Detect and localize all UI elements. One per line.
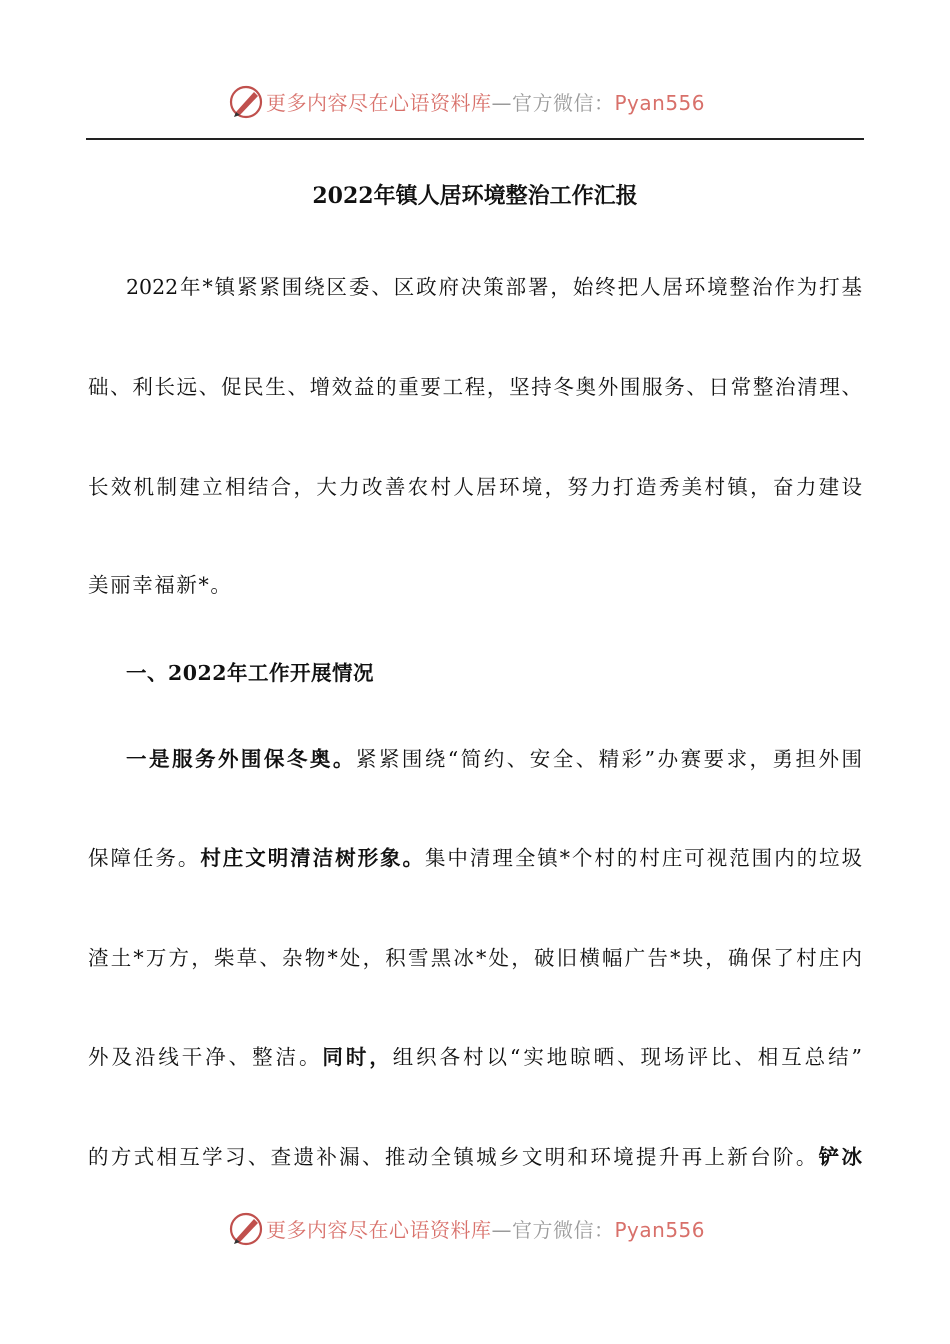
body-bold-2: 村庄文明清洁树形象。 <box>200 846 425 870</box>
body-line-4 <box>88 1042 862 1072</box>
intro-line-4: 美丽幸福新*。 <box>88 573 233 597</box>
intro-line-2: 础、利长远、促民生、增效益的重要工程，坚持冬奥外围服务、日常整治清理、 <box>88 375 862 399</box>
body-bold-1: 一是服务外围保冬奥。 <box>126 747 356 771</box>
body-line-3: 渣土*万方，柴草、杂物*处，积雪黑冰*处，破旧横幅广告*块，确保了村庄内 <box>88 946 862 970</box>
pen-logo-icon <box>228 1211 264 1247</box>
body-bold-4: 同时， <box>322 1045 393 1069</box>
intro-line-3: 长效机制建立相结合，大力改善农村人居环境，努力打造秀美村镇，奋力建设 <box>88 475 862 499</box>
banner-dash-text: —官方微信： <box>491 1218 615 1242</box>
body-bold-5: 铲冰 <box>818 1145 863 1169</box>
banner-dash-text: —官方微信： <box>491 91 615 115</box>
pen-logo-icon <box>228 84 264 120</box>
body-line-1 <box>126 744 862 774</box>
body-text-4a: 外及沿线干净、整洁。 <box>88 1045 323 1069</box>
header-divider <box>86 138 864 140</box>
section-heading: 一、2022年工作开展情况 <box>126 661 375 685</box>
document-title: 2022年镇人居环境整治工作汇报 <box>312 183 638 209</box>
body-text-2a: 保障任务。 <box>88 846 201 870</box>
banner-text <box>266 1217 705 1243</box>
banner-wechat-id: Pyan556 <box>614 1218 706 1242</box>
header-banner <box>0 82 950 126</box>
body-text-1: 紧紧围绕“简约、安全、精彩”办赛要求，勇担外围 <box>355 747 862 771</box>
banner-wechat-id: Pyan556 <box>614 91 706 115</box>
banner-red-text: 更多内容尽在心语资料库 <box>266 91 492 115</box>
body-line-2 <box>88 843 862 873</box>
body-text-5a: 的方式相互学习、查遗补漏、推动全镇城乡文明和环境提升再上新台阶。 <box>88 1145 819 1169</box>
banner-red-text: 更多内容尽在心语资料库 <box>266 1218 492 1242</box>
body-text-4b: 组织各村以“实地晾晒、现场评比、相互总结” <box>392 1045 863 1069</box>
banner-text <box>266 90 705 116</box>
footer-banner <box>0 1209 950 1253</box>
intro-line-1: 2022年*镇紧紧围绕区委、区政府决策部署，始终把人居环境整治作为打基 <box>126 275 862 299</box>
body-line-5 <box>88 1142 862 1172</box>
body-text-2b: 集中清理全镇*个村的村庄可视范围内的垃圾 <box>424 846 863 870</box>
